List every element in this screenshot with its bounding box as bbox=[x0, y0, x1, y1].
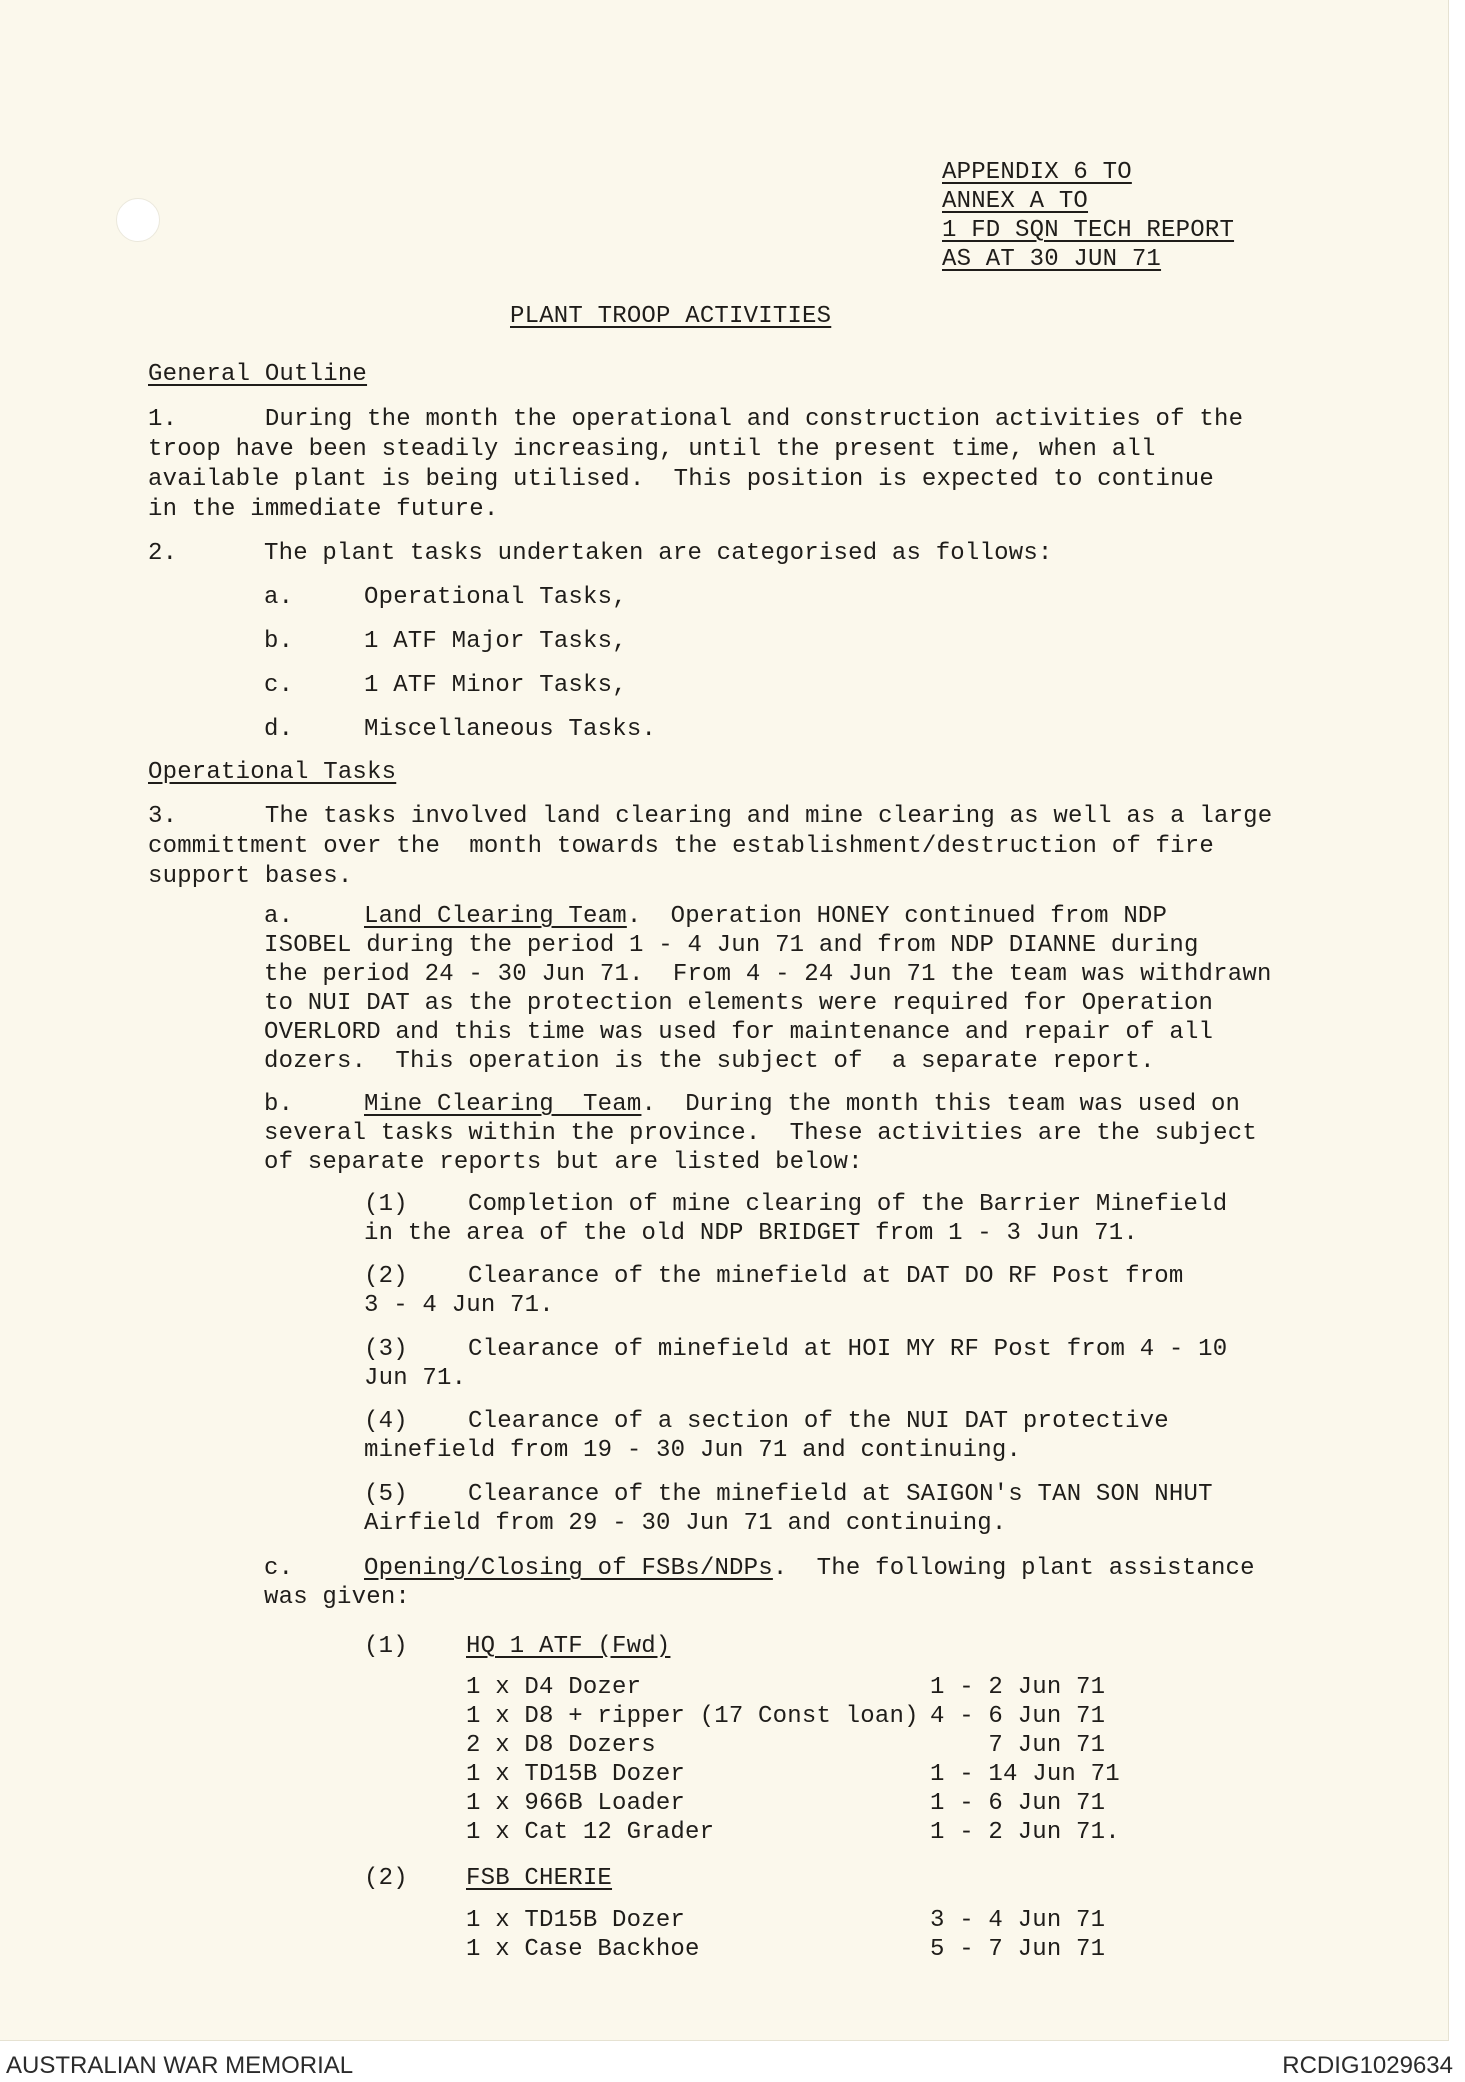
subitem-line: Jun 71. bbox=[364, 1365, 467, 1392]
subitem-line: Clearance of a section of the NUI DAT protective bbox=[468, 1408, 1169, 1435]
group-number: (2) bbox=[364, 1865, 408, 1892]
subitem-line: Clearance of the minefield at DAT DO RF Post from bbox=[468, 1263, 1184, 1290]
paragraph-line: troop have been steadily increasing, until the present time, when all bbox=[148, 436, 1156, 463]
paragraph-line: the period 24 - 30 Jun 71. From 4 - 24 Jun 71 the team was withdrawn bbox=[264, 961, 1272, 988]
plant-item: 1 x Cat 12 Grader bbox=[466, 1819, 715, 1846]
paragraph-line: dozers. This operation is the subject of a separate report. bbox=[264, 1048, 1155, 1075]
plant-item: 1 x TD15B Dozer bbox=[466, 1761, 686, 1788]
subitem-line: Airfield from 29 - 30 Jun 71 and continuing. bbox=[364, 1510, 1007, 1537]
paragraph-line: ISOBEL during the period 1 - 4 Jun 71 and from NDP DIANNE during bbox=[264, 932, 1199, 959]
list-item: Operational Tasks, bbox=[364, 584, 627, 611]
paragraph-line: in the immediate future. bbox=[148, 496, 499, 523]
footer-source: AUSTRALIAN WAR MEMORIAL bbox=[6, 2052, 354, 2079]
paragraph-line: of separate reports but are listed below: bbox=[264, 1149, 863, 1176]
plant-dates: 7 Jun 71 bbox=[930, 1732, 1106, 1759]
subpara-text: . The following plant assistance bbox=[772, 1555, 1255, 1582]
plant-item: 1 x Case Backhoe bbox=[466, 1936, 700, 1963]
punch-hole bbox=[116, 198, 160, 242]
plant-item: 2 x D8 Dozers bbox=[466, 1732, 656, 1759]
paragraph-line: committment over the month towards the establishment/destruction of fire bbox=[148, 833, 1214, 860]
plant-item: 1 x TD15B Dozer bbox=[466, 1907, 686, 1934]
plant-dates: 1 - 2 Jun 71 bbox=[930, 1674, 1106, 1701]
plant-item: 1 x 966B Loader bbox=[466, 1790, 686, 1817]
list-letter: d. bbox=[264, 716, 294, 743]
subpara-first-line bbox=[364, 902, 1167, 932]
subpara-letter: a. bbox=[264, 903, 294, 930]
subitem-number: (1) bbox=[364, 1191, 408, 1218]
subitem-line: minefield from 19 - 30 Jun 71 and continuing. bbox=[364, 1437, 1022, 1464]
plant-dates: 1 - 14 Jun 71 bbox=[930, 1761, 1120, 1788]
paragraph-line: available plant is being utilised. This position is expected to continue bbox=[148, 466, 1214, 493]
header-line: APPENDIX 6 TO bbox=[942, 159, 1132, 186]
plant-item: 1 x D8 + ripper (17 Const loan) bbox=[466, 1703, 919, 1730]
plant-dates: 1 - 6 Jun 71 bbox=[930, 1790, 1106, 1817]
plant-dates: 3 - 4 Jun 71 bbox=[930, 1907, 1106, 1934]
group-name: HQ 1 ATF (Fwd) bbox=[466, 1633, 671, 1660]
list-item: Miscellaneous Tasks. bbox=[364, 716, 657, 743]
paragraph-line: 1. During the month the operational and construction activities of the bbox=[148, 406, 1244, 433]
paragraph-line: several tasks within the province. These activities are the subject bbox=[264, 1120, 1257, 1147]
subitem-line: Completion of mine clearing of the Barrier Minefield bbox=[468, 1191, 1228, 1218]
header-line: ANNEX A TO bbox=[942, 188, 1089, 215]
group-name: FSB CHERIE bbox=[466, 1865, 613, 1892]
subitem-line: Clearance of the minefield at SAIGON's TAN SON NHUT bbox=[468, 1481, 1213, 1508]
paragraph-line: 3. The tasks involved land clearing and mine clearing as well as a large bbox=[148, 803, 1273, 830]
subpara-first-line bbox=[364, 1554, 1255, 1584]
section-heading: Operational Tasks bbox=[148, 759, 397, 786]
plant-dates: 1 - 2 Jun 71. bbox=[930, 1819, 1120, 1846]
list-letter: a. bbox=[264, 584, 294, 611]
list-item: 1 ATF Minor Tasks, bbox=[364, 672, 627, 699]
paragraph-line: The plant tasks undertaken are categorised as follows: bbox=[264, 540, 1053, 567]
list-item: 1 ATF Major Tasks, bbox=[364, 628, 627, 655]
subpara-letter: c. bbox=[264, 1555, 294, 1582]
subitem-number: (2) bbox=[364, 1263, 408, 1290]
header-line: AS AT 30 JUN 71 bbox=[942, 246, 1162, 273]
paragraph-line: to NUI DAT as the protection elements were required for Operation bbox=[264, 990, 1214, 1017]
subpara-letter: b. bbox=[264, 1091, 294, 1118]
subpara-title: Opening/Closing of FSBs/NDPs bbox=[364, 1555, 773, 1582]
page-title: PLANT TROOP ACTIVITIES bbox=[510, 303, 832, 330]
plant-item: 1 x D4 Dozer bbox=[466, 1674, 642, 1701]
subpara-title: Land Clearing Team bbox=[364, 903, 627, 930]
subpara-title: Mine Clearing Team bbox=[364, 1091, 642, 1118]
plant-dates: 5 - 7 Jun 71 bbox=[930, 1936, 1106, 1963]
subitem-number: (3) bbox=[364, 1336, 408, 1363]
subitem-line: in the area of the old NDP BRIDGET from 1 - 3 Jun 71. bbox=[364, 1220, 1138, 1247]
group-number: (1) bbox=[364, 1633, 408, 1660]
paragraph-line: support bases. bbox=[148, 863, 353, 890]
subitem-line: 3 - 4 Jun 71. bbox=[364, 1292, 554, 1319]
plant-dates: 4 - 6 Jun 71 bbox=[930, 1703, 1106, 1730]
list-letter: c. bbox=[264, 672, 294, 699]
paragraph-number: 2. bbox=[148, 540, 178, 567]
subitem-line: Clearance of minefield at HOI MY RF Post from 4 - 10 bbox=[468, 1336, 1228, 1363]
paragraph-line: was given: bbox=[264, 1584, 411, 1611]
footer-id: RCDIG1029634 bbox=[1282, 2052, 1453, 2079]
header-line: 1 FD SQN TECH REPORT bbox=[942, 217, 1235, 244]
list-letter: b. bbox=[264, 628, 294, 655]
paragraph-line: OVERLORD and this time was used for maintenance and repair of all bbox=[264, 1019, 1214, 1046]
subitem-number: (4) bbox=[364, 1408, 408, 1435]
section-heading: General Outline bbox=[148, 361, 368, 388]
subpara-text: . During the month this team was used on bbox=[641, 1091, 1241, 1118]
subpara-first-line bbox=[364, 1090, 1240, 1120]
subpara-text: . Operation HONEY continued from NDP bbox=[626, 903, 1168, 930]
subitem-number: (5) bbox=[364, 1481, 408, 1508]
